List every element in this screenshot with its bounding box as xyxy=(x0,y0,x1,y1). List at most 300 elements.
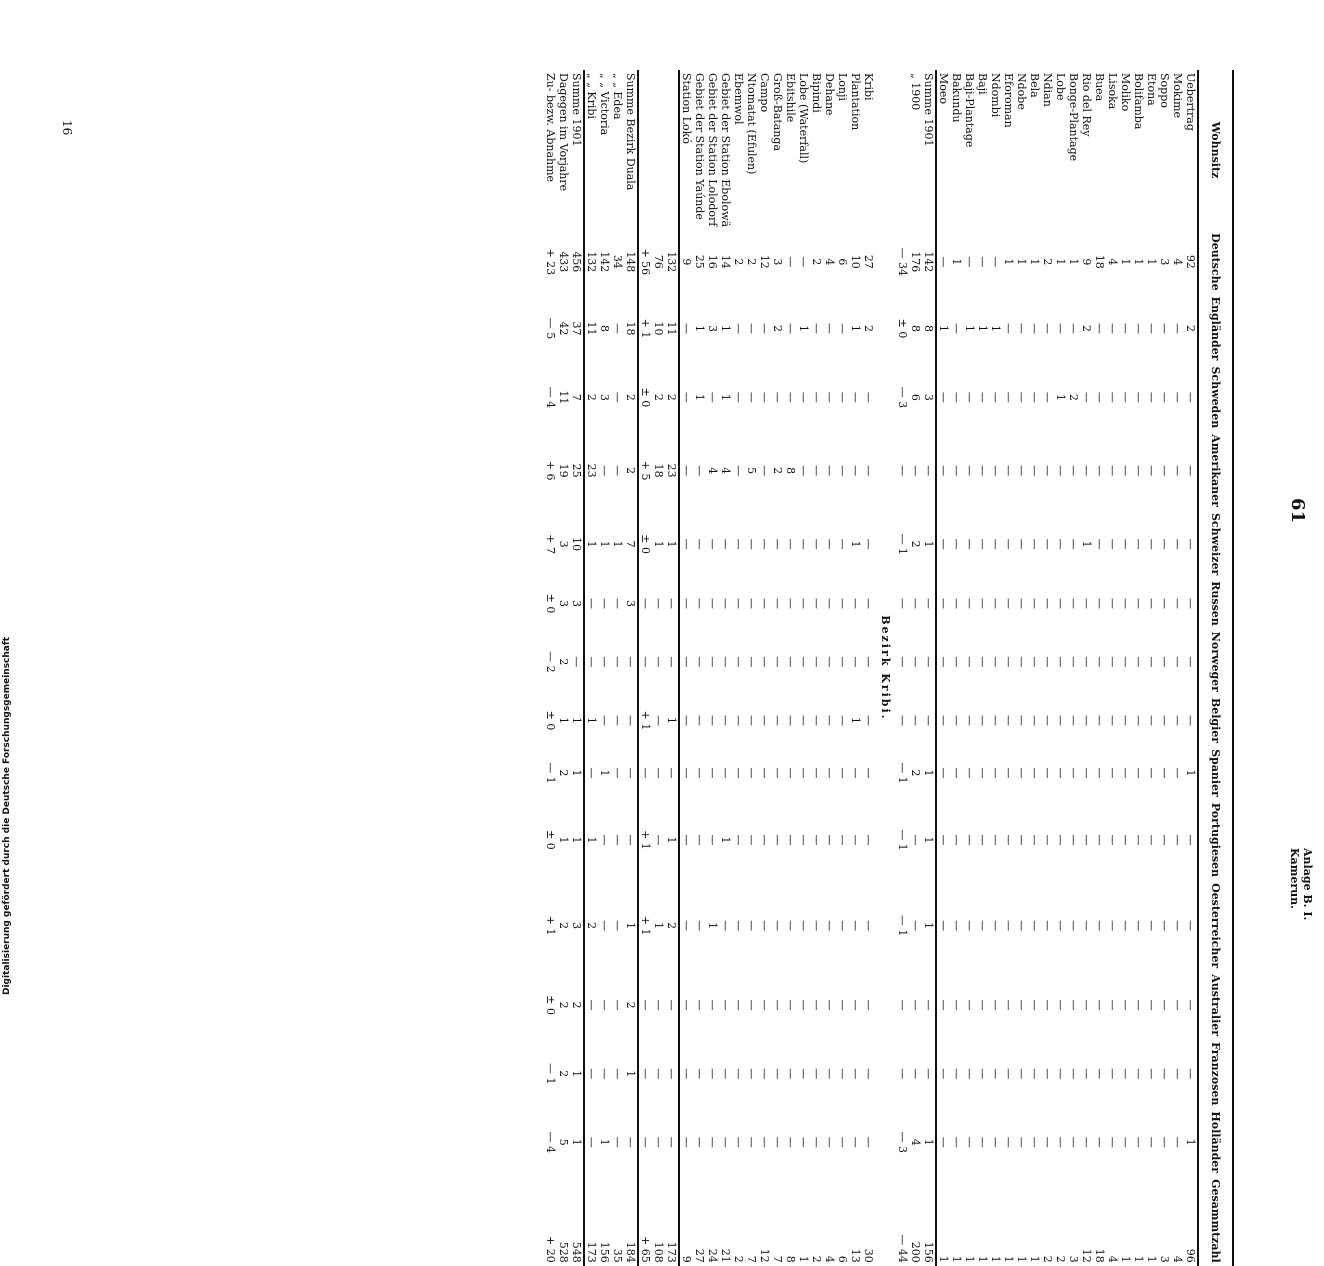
table-cell: 1 xyxy=(570,746,584,800)
table-cell: — xyxy=(922,629,936,695)
table-cell: — xyxy=(862,656,875,668)
table-cell: 1 xyxy=(1002,1255,1015,1263)
table-row xyxy=(909,70,922,1266)
table-row xyxy=(1106,70,1119,1266)
row-label xyxy=(638,70,652,230)
table-row xyxy=(1132,70,1145,1266)
table-cell: — xyxy=(963,256,976,268)
table-cell: — xyxy=(862,715,875,726)
table-cell: 8 xyxy=(598,325,611,333)
table-cell: — xyxy=(652,1136,665,1148)
table-cell: — xyxy=(693,715,706,726)
table-cell: 2 xyxy=(862,325,875,333)
row-label: Lonji xyxy=(836,73,849,101)
table-cell: ± 0 xyxy=(544,710,557,731)
table-cell: — xyxy=(652,834,665,846)
row-label: Baji xyxy=(976,73,989,95)
table-cell: — xyxy=(1041,999,1054,1011)
table-row xyxy=(745,70,758,1266)
table-cell: — xyxy=(862,767,875,779)
table-cell: — xyxy=(784,391,797,403)
table-cell: — xyxy=(836,656,849,668)
table-cell: — xyxy=(797,391,810,403)
table-row xyxy=(1054,70,1067,1266)
table-cell: — xyxy=(745,1136,758,1148)
table-cell: — xyxy=(896,465,909,477)
table-cell: + 1 xyxy=(639,830,652,850)
table-cell: — xyxy=(1067,1068,1080,1080)
table-row xyxy=(652,70,665,1266)
table-cell: — xyxy=(849,1136,862,1148)
table-cell: — xyxy=(1184,834,1197,846)
table-cell: — xyxy=(950,834,963,846)
table-cell: — xyxy=(1067,920,1080,932)
table-row xyxy=(584,70,598,1266)
row-label: Bipindi xyxy=(810,73,823,113)
table-cell: — xyxy=(836,1068,849,1080)
table-cell: — xyxy=(585,999,598,1011)
table-cell: — xyxy=(745,999,758,1011)
table-cell: — xyxy=(1119,465,1132,477)
table-cell: — 3 xyxy=(896,1131,909,1153)
table-cell: — xyxy=(797,256,810,268)
table-cell: 1 xyxy=(1080,540,1093,548)
table-cell: — xyxy=(937,1136,950,1148)
table-cell: — xyxy=(745,323,758,335)
table-cell: — xyxy=(1184,598,1197,610)
table-cell: 3 xyxy=(557,540,570,548)
column-header: Holländer xyxy=(1198,1108,1233,1176)
table-cell: — xyxy=(1184,920,1197,932)
table-cell: — xyxy=(810,1136,823,1148)
table-cell: — xyxy=(963,391,976,403)
table-cell: — xyxy=(1171,999,1184,1011)
table-cell: 1 xyxy=(1067,258,1080,266)
table-cell: — xyxy=(771,920,784,932)
section-title: Bezirk Kribi. xyxy=(879,615,892,721)
table-row xyxy=(719,70,732,1266)
table-cell: — xyxy=(1080,465,1093,477)
table-cell: 1 xyxy=(665,510,679,578)
table-cell: — xyxy=(1015,1068,1028,1080)
table-cell: + 5 xyxy=(639,460,652,481)
table-cell: — xyxy=(836,538,849,550)
table-cell: — xyxy=(810,391,823,403)
table-cell: 4 xyxy=(1171,1255,1184,1263)
table-cell: — xyxy=(810,999,823,1011)
table-cell: 9 xyxy=(1080,258,1093,266)
table-cell: — xyxy=(771,1068,784,1080)
table-cell: — xyxy=(963,767,976,779)
table-cell: — xyxy=(758,323,771,335)
table-cell: — xyxy=(810,1068,823,1080)
table-cell: — xyxy=(652,1068,665,1080)
table-cell: — xyxy=(1106,999,1119,1011)
table-cell: — xyxy=(665,971,679,1039)
row-label: Gebiet der Station Yaúnde xyxy=(693,73,706,220)
table-cell: — xyxy=(745,767,758,779)
table-row xyxy=(679,70,693,1266)
row-label: Gebiet der Station Ebolowä xyxy=(719,73,732,228)
row-label xyxy=(652,70,665,230)
table-cell: 3 xyxy=(570,578,584,629)
table-cell: 1 xyxy=(963,325,976,333)
table-cell: 2 xyxy=(557,1001,570,1009)
table-cell: — xyxy=(963,715,976,726)
table-cell: — xyxy=(849,999,862,1011)
table-cell: — xyxy=(680,715,693,726)
column-header: Portugiesen xyxy=(1198,800,1233,880)
table-cell: — xyxy=(1028,323,1041,335)
row-label: „ „ Victoria xyxy=(598,73,611,136)
row-label: Buea xyxy=(1093,73,1106,102)
table-cell: — xyxy=(758,656,771,668)
table-cell: — xyxy=(693,920,706,932)
table-cell: — xyxy=(810,538,823,550)
row-label: Kribi xyxy=(862,73,875,101)
table-cell: — xyxy=(1015,767,1028,779)
table-row xyxy=(638,70,652,1266)
table-cell: — xyxy=(719,999,732,1011)
table-cell: — xyxy=(1158,1068,1171,1080)
table-cell: — xyxy=(1041,391,1054,403)
table-cell: — xyxy=(1028,538,1041,550)
table-row xyxy=(1015,70,1028,1266)
row-label: Bakundu xyxy=(950,73,963,123)
table-cell: — xyxy=(1158,999,1171,1011)
table-cell: 2 xyxy=(652,393,665,401)
table-cell: — xyxy=(758,920,771,932)
table-cell: — xyxy=(849,920,862,932)
column-header: Gesammtzahl xyxy=(1198,1176,1233,1266)
table-cell: 42 xyxy=(557,321,570,336)
table-cell: — xyxy=(862,999,875,1011)
table-cell: — xyxy=(1054,834,1067,846)
table-cell: — xyxy=(1093,999,1106,1011)
table-cell: — xyxy=(639,767,652,779)
table-cell: — xyxy=(989,834,1002,846)
table-cell: — xyxy=(706,598,719,610)
table-cell: 142 xyxy=(598,251,611,273)
table-cell: — xyxy=(1119,834,1132,846)
table-cell: 8 xyxy=(909,325,922,333)
table-cell: 1 xyxy=(1002,258,1015,266)
table-cell: — xyxy=(771,715,784,726)
table-row xyxy=(1067,70,1080,1266)
table-cell: 173 xyxy=(585,1241,598,1263)
table-cell: — xyxy=(896,1068,909,1080)
table-cell: 132 xyxy=(585,251,598,273)
table-cell: — xyxy=(1106,391,1119,403)
table-cell: — xyxy=(1158,391,1171,403)
table-cell: 156 xyxy=(598,1241,611,1263)
row-label: Moeo xyxy=(937,73,950,105)
table-cell: — xyxy=(849,598,862,610)
column-header: Belgier xyxy=(1198,695,1233,746)
table-cell: — xyxy=(719,1136,732,1148)
table-cell: — xyxy=(1067,767,1080,779)
table-cell: — xyxy=(963,538,976,550)
table-cell: ± 0 xyxy=(544,593,557,614)
table-cell: — 1 xyxy=(544,1062,557,1085)
table-cell: — xyxy=(1028,656,1041,668)
table-cell: — xyxy=(1145,656,1158,668)
table-cell: — xyxy=(1158,1136,1171,1148)
table-cell: — xyxy=(836,920,849,932)
table-row xyxy=(936,70,950,1266)
row-label: Summe 1901 xyxy=(922,70,936,230)
table-cell: — xyxy=(1041,834,1054,846)
table-cell: 1 xyxy=(706,922,719,930)
table-cell: — xyxy=(963,465,976,477)
table-cell: 1 xyxy=(1054,393,1067,401)
row-label: Ndobe xyxy=(1015,73,1028,110)
table-cell: — xyxy=(937,256,950,268)
table-row xyxy=(963,70,976,1266)
table-cell: — xyxy=(611,920,624,932)
table-cell: — xyxy=(896,598,909,610)
table-cell: — xyxy=(1145,715,1158,726)
table-cell: 18 xyxy=(652,463,665,478)
table-cell: — xyxy=(1106,656,1119,668)
table-cell: — xyxy=(758,834,771,846)
column-header: Franzosen xyxy=(1198,1039,1233,1108)
row-label: Moliko xyxy=(1119,73,1132,112)
table-cell: 1 xyxy=(1184,769,1197,777)
table-cell: 1 xyxy=(937,325,950,333)
table-cell: 6 xyxy=(909,393,922,401)
row-label: Ntomatat (Efulen) xyxy=(745,73,758,175)
table-cell: — xyxy=(922,431,936,510)
table-cell: — xyxy=(624,1108,638,1176)
table-cell: + 7 xyxy=(544,534,557,554)
table-cell: — xyxy=(680,1068,693,1080)
table-cell: — xyxy=(758,1068,771,1080)
table-cell: — xyxy=(937,1068,950,1080)
table-cell: — xyxy=(745,1068,758,1080)
table-cell: 1 xyxy=(1028,258,1041,266)
table-cell: — xyxy=(1158,465,1171,477)
table-cell: — xyxy=(1145,767,1158,779)
table-cell: — xyxy=(1171,656,1184,668)
table-cell: 2 xyxy=(1184,325,1197,333)
table-cell: 1 xyxy=(693,393,706,401)
table-cell: — xyxy=(1132,1136,1145,1148)
table-cell: — xyxy=(810,920,823,932)
table-cell: ± 0 xyxy=(544,995,557,1015)
table-cell: 1 xyxy=(1132,1255,1145,1263)
table-cell: 2 xyxy=(909,769,922,777)
table-cell: 2 xyxy=(557,658,570,666)
table-cell: 5 xyxy=(557,1138,570,1146)
row-label: Bonge-Plantage xyxy=(1067,73,1080,162)
table-cell: — xyxy=(976,465,989,477)
table-cell: — xyxy=(784,767,797,779)
table-cell: 2 xyxy=(771,325,784,333)
table-cell: 456 xyxy=(570,230,584,294)
table-cell: — xyxy=(989,999,1002,1011)
table-cell: 1 xyxy=(989,325,1002,333)
table-cell: — xyxy=(1041,323,1054,335)
table-cell: — xyxy=(950,391,963,403)
table-cell: — xyxy=(1002,538,1015,550)
table-cell: — xyxy=(1041,538,1054,550)
table-cell: — xyxy=(963,834,976,846)
table-cell: — xyxy=(1028,715,1041,726)
table-cell: 1 xyxy=(1028,1255,1041,1263)
row-label: Summe 1901 xyxy=(570,70,584,230)
table-cell: — xyxy=(963,1068,976,1080)
table-cell: — xyxy=(585,767,598,779)
table-cell: — xyxy=(1080,767,1093,779)
table-cell: 3 xyxy=(557,600,570,608)
row-label: Lobe (Waterfall) xyxy=(797,73,810,164)
table-cell: — xyxy=(680,323,693,335)
table-cell: — xyxy=(989,1136,1002,1148)
table-cell: — xyxy=(570,629,584,695)
table-row xyxy=(611,70,624,1266)
table-cell: — xyxy=(1158,598,1171,610)
annex-line-1: Anlage B. I. xyxy=(1301,848,1314,921)
table-cell: — xyxy=(624,629,638,695)
table-cell: — xyxy=(909,920,922,932)
column-header: Engländer xyxy=(1198,294,1233,364)
table-row xyxy=(810,70,823,1266)
table-row xyxy=(849,70,862,1266)
row-label: Mokime xyxy=(1171,73,1184,119)
table-cell: — xyxy=(1093,715,1106,726)
table-cell: — 4 xyxy=(544,386,557,409)
table-cell: — xyxy=(810,656,823,668)
table-cell: + 56 xyxy=(639,248,652,276)
table-cell: 11 xyxy=(585,321,598,336)
table-cell: — xyxy=(950,656,963,668)
table-cell: — xyxy=(823,465,836,477)
table-cell: — xyxy=(1093,323,1106,335)
table-cell: — xyxy=(1119,920,1132,932)
table-cell: — xyxy=(976,391,989,403)
table-cell: — xyxy=(989,538,1002,550)
table-cell: — 5 xyxy=(544,317,557,340)
table-cell: — xyxy=(989,767,1002,779)
table-cell: 34 xyxy=(611,254,624,269)
table-cell: — xyxy=(680,1136,693,1148)
table-row xyxy=(665,70,679,1266)
annex-line-2: Kamerun. xyxy=(1288,848,1301,909)
table-cell: — xyxy=(1054,656,1067,668)
table-cell: — xyxy=(1015,391,1028,403)
table-cell: 9 xyxy=(680,1255,693,1263)
row-label: Campo xyxy=(758,73,771,113)
table-cell: — xyxy=(1002,715,1015,726)
table-cell: — xyxy=(823,1136,836,1148)
table-cell: — xyxy=(652,767,665,779)
table-cell: — xyxy=(771,538,784,550)
column-header: Schweden xyxy=(1198,363,1233,431)
table-cell: — xyxy=(1067,465,1080,477)
table-cell: — 1 xyxy=(896,533,909,555)
table-cell: — xyxy=(1002,465,1015,477)
sheet-number: 16 xyxy=(60,120,74,136)
table-cell: — xyxy=(1041,1136,1054,1148)
table-cell: — xyxy=(1119,767,1132,779)
table-cell: — xyxy=(719,656,732,668)
table-cell: 1 xyxy=(624,880,638,971)
table-cell: 1 xyxy=(922,800,936,880)
table-cell: 1 xyxy=(976,1255,989,1263)
table-cell: 1 xyxy=(693,325,706,333)
table-cell: — xyxy=(909,1068,922,1080)
row-label: Summe Bezirk Duala xyxy=(624,70,638,230)
table-cell: — xyxy=(611,391,624,403)
table-cell: 23 xyxy=(665,431,679,510)
table-cell: — xyxy=(611,1136,624,1148)
table-cell: — xyxy=(1067,656,1080,668)
table-row xyxy=(1093,70,1106,1266)
table-cell: 4 xyxy=(823,1255,836,1263)
table-cell: — xyxy=(823,1068,836,1080)
table-cell: — xyxy=(1028,1136,1041,1148)
table-cell: 11 xyxy=(665,294,679,364)
table-cell: 1 xyxy=(624,1039,638,1108)
row-label: Dagegen im Vorjahre xyxy=(557,73,570,192)
table-cell: — xyxy=(1093,656,1106,668)
table-cell: 1 xyxy=(1015,258,1028,266)
table-cell: 1 xyxy=(570,1039,584,1108)
table-cell: — xyxy=(937,920,950,932)
table-cell: — xyxy=(1093,1068,1106,1080)
table-cell: — xyxy=(598,715,611,726)
table-cell: 1 xyxy=(665,800,679,880)
table-cell: 24 xyxy=(706,1248,719,1263)
table-cell: — xyxy=(598,834,611,846)
table-cell: — xyxy=(706,1068,719,1080)
table-cell: — xyxy=(909,834,922,846)
table-cell: 21 xyxy=(719,1248,732,1263)
table-cell: — xyxy=(758,767,771,779)
row-label: Ndombi xyxy=(989,73,1002,118)
table-cell: + 65 xyxy=(639,1236,652,1263)
row-label: Zu- bezw. Abnahme xyxy=(544,73,557,183)
table-cell: — xyxy=(950,999,963,1011)
table-cell: 142 xyxy=(922,230,936,294)
table-cell: 1 xyxy=(976,325,989,333)
table-cell: — xyxy=(1132,715,1145,726)
table-cell: — xyxy=(1093,1136,1106,1148)
table-row xyxy=(1028,70,1041,1266)
table-cell: 132 xyxy=(665,230,679,294)
table-cell: 1 xyxy=(963,1255,976,1263)
table-cell: — xyxy=(810,767,823,779)
table-cell: — xyxy=(849,656,862,668)
column-header: Russen xyxy=(1198,578,1233,629)
table-cell: 1 xyxy=(1015,1255,1028,1263)
table-cell: — xyxy=(950,1136,963,1148)
table-cell: — xyxy=(1145,465,1158,477)
table-cell: — xyxy=(1171,767,1184,779)
table-cell: — xyxy=(976,999,989,1011)
table-cell: — xyxy=(680,920,693,932)
table-cell: — xyxy=(989,1068,1002,1080)
table-cell: — xyxy=(823,834,836,846)
table-cell: — xyxy=(758,999,771,1011)
table-cell: — xyxy=(732,715,745,726)
table-cell: — xyxy=(1158,656,1171,668)
table-header-row xyxy=(1198,70,1233,1266)
table-cell: — xyxy=(1158,538,1171,550)
table-row xyxy=(544,70,557,1266)
table-cell: — xyxy=(611,465,624,477)
